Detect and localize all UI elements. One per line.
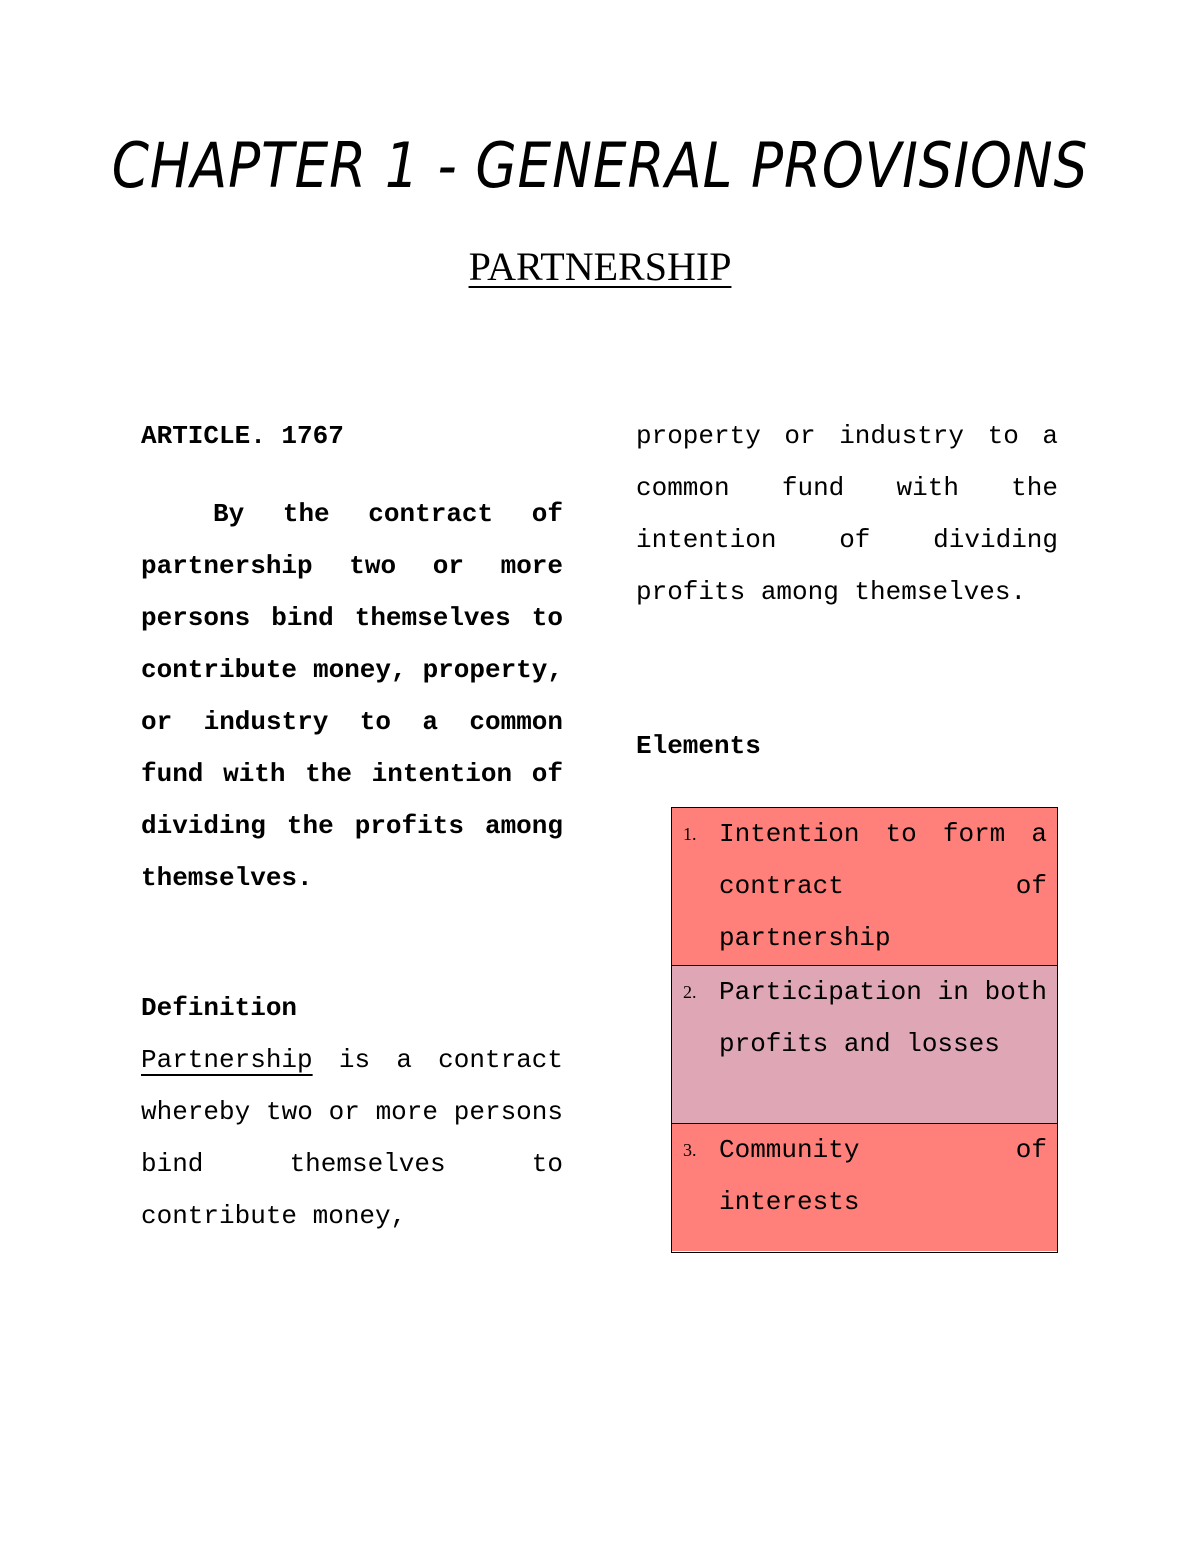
elements-box [671,807,1058,1253]
definition-heading: Definition [141,993,298,1023]
left-column [141,410,563,1242]
chapter-title: CHAPTER 1 - GENERAL PROVISIONS [111,129,1089,202]
element-text-1: Intention to form a contract of partnership [719,819,1047,953]
page-subtitle [0,244,1200,289]
element-item-1 [672,808,1057,966]
elements-heading: Elements [636,731,761,761]
right-column [636,410,1058,772]
spacer [636,618,1058,720]
subtitle-text: PARTNERSHIP [468,244,732,289]
element-number-3: 3. [683,1140,697,1160]
element-item-2 [672,966,1057,1124]
element-item-3 [672,1124,1057,1251]
definition-term: Partnership [141,1045,313,1075]
element-text-3: Community of interests [719,1135,1047,1217]
element-number-2: 2. [683,982,697,1002]
element-text-2: Participation in both profits and losses [719,977,1047,1059]
definition-text-continued: property or industry to a common fund with the intention of dividing profits among themselves. [636,421,1058,607]
definition-text-part1: is a contract whereby two or more persons bind themselves to contribute money, [141,1045,563,1231]
article-heading: ARTICLE. 1767 [141,421,344,451]
element-number-1: 1. [683,824,697,844]
definition-text-left [141,1034,563,1242]
article-body: By the contract of partnership two or more persons bind themselves to contribute money, property, or industry to a common fund with the intention of dividing the profits among themselves. [141,499,563,893]
spacer [141,904,563,982]
